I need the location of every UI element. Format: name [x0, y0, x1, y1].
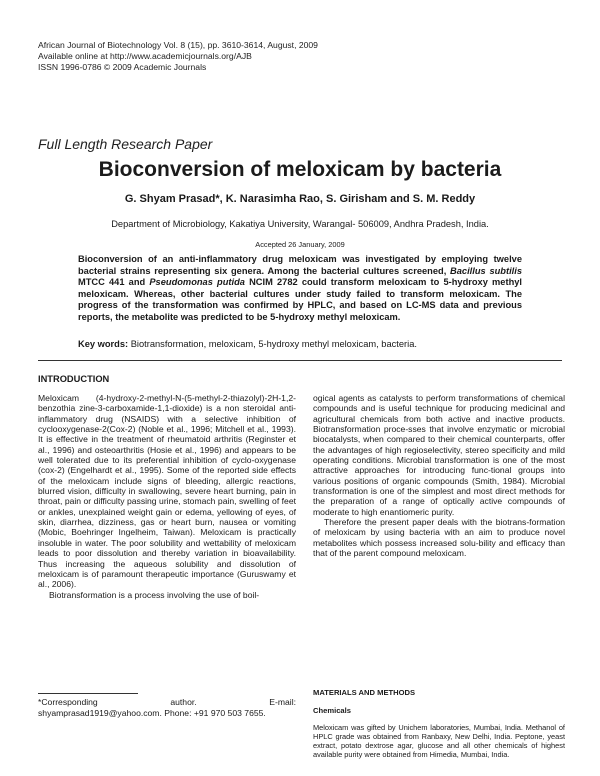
- intro-paragraph: ogical agents as catalysts to perform transformations of chemical compounds and is useful technique for producing medicinal and agricultural chemicals from both active and inactive products. Biotransformation proce-sses that involve enzymatic or microbial biocatalysts, when compared to their chemical counterparts, offer the advantages of high regioselectivity, stereo specificity and mild operating conditions. Microbial transformation is one of the most attractive approaches for introducing func-tional groups into various positions of organic compounds (Smith, 1984). Microbial transformation is one of the simplest and most direct methods for the preparation of a range of optically active compounds of moderate to high enantiomeric purity.: [313, 393, 565, 517]
- footnote-divider: [38, 693, 138, 694]
- paper-title: Bioconversion of meloxicam by bacteria: [98, 158, 502, 181]
- intro-paragraph: Meloxicam (4-hydroxy-2-methyl-N-(5-methyl-2-thiazolyl)-2H-1,2-benzothia zine-3-carboxamide-1,1-dioxide) is a non steroidal anti-inflammatory drug (NSAIDS) with a selective inhibition of cyclooxygenase-2(Cox-2) (Noble et al., 1996; Mitchell et al., 1993). It is effective in the treatment of rheumatoid arthritis (Reginster et al., 1996) and osteoarthritis (Hosie et al., 1996) and appears to be well tolerated due to its preferential inhibition of cyclo-oxygenase (cox-2) (Engelhardt et al., 1995). Some of the reported side effects of the meloxicam include signs of bleeding, allergic reactions, blurred vision, difficulty in swallowing, severe heart burning, pain in throat, pain or difficulty passing urine, stomach pain, swelling of feet or ankles, unexplained weight gain or edema, yellowing of eyes, of skin, diarrhea, dizziness, gas or heart burn, nausea or vomiting (Mobic, Boehringer Ingelheim, Taiwan). Meloxicam is practically insoluble in water. The poor solubility and wettability of meloxicam leads to poor dissolution and thereby variation in bioavailability. Thus increasing the aqueous solubility and dissolution of meloxicam is of paramount therapeutic importance (Guruswamy et al., 2006).: [38, 393, 296, 590]
- abstract: [78, 254, 522, 324]
- accepted-date: Accepted 26 January, 2009: [255, 240, 345, 249]
- section-divider: [38, 360, 562, 361]
- abstract-species-2: Pseudomonas putida: [149, 277, 245, 288]
- intro-paragraph: Therefore the present paper deals with the biotrans-formation of meloxicam by using bacteria with an aim to produce novel metabolites which possess increased solu-bility and efficacy than that of the parent compound meloxicam.: [313, 517, 565, 559]
- affiliation: Department of Microbiology, Kakatiya University, Warangal- 506009, Andhra Pradesh, India.: [111, 219, 489, 229]
- footnote: [38, 697, 296, 718]
- chemicals-heading: Chemicals: [313, 706, 351, 715]
- footnote-corresponding: *Corresponding: [38, 697, 98, 707]
- abstract-text: NCIM 2782 could transform meloxicam to 5-hydroxy methyl meloxicam. Whereas, other bacterial cultures under study failed to transform meloxicam. The progress of the transformation was confirmed by HPLC, and based on LC-MS data and previous reports, the metabolite was predicted to be 5-hydroxy methyl meloxicam.: [78, 277, 522, 322]
- chemicals-paragraph: Meloxicam was gifted by Unichem laboratories, Mumbai, India. Methanol of HPLC grade was obtained from Ranbaxy, New Delhi, India. Peptone, yeast extract, potato dextrose agar, glucose and all other chemicals of highest available purity were obtained from Himedia, Mumbai, India.: [313, 723, 565, 760]
- footnote-author: author.: [170, 697, 197, 707]
- paper-type: Full Length Research Paper: [38, 136, 213, 152]
- footnote-email-label: E-mail:: [269, 697, 296, 707]
- right-column: [313, 393, 565, 559]
- author-list: G. Shyam Prasad*, K. Narasimha Rao, S. Girisham and S. M. Reddy: [124, 193, 476, 205]
- footnote-contact: shyamprasad1919@yahoo.com. Phone: +91 970 503 7655.: [38, 707, 266, 718]
- abstract-species-1: Bacillus subtilis: [450, 265, 523, 276]
- journal-header: [38, 40, 318, 73]
- methods-heading: MATERIALS AND METHODS: [313, 688, 416, 697]
- abstract-text: Bioconversion of an anti-inflammatory drug meloxicam was investigated by employing twelve bacterial strains representing six genera. Among the bacterial cultures screened,: [78, 254, 522, 276]
- left-column: [38, 393, 296, 600]
- intro-paragraph: Biotransformation is a process involving the use of boil-: [49, 589, 260, 600]
- abstract-text: MTCC 441 and: [78, 277, 150, 288]
- journal-issn: ISSN 1996-0786 © 2009 Academic Journals: [38, 62, 207, 72]
- journal-url: Available online at http://www.academicjournals.org/AJB: [38, 51, 252, 61]
- introduction-heading: INTRODUCTION: [38, 374, 110, 384]
- journal-citation: African Journal of Biotechnology Vol. 8 (15), pp. 3610-3614, August, 2009: [38, 40, 318, 50]
- keywords-label: Key words:: [78, 339, 129, 349]
- keywords: [78, 339, 522, 349]
- keywords-text: Biotransformation, meloxicam, 5-hydroxy methyl meloxicam, bacteria.: [128, 339, 417, 349]
